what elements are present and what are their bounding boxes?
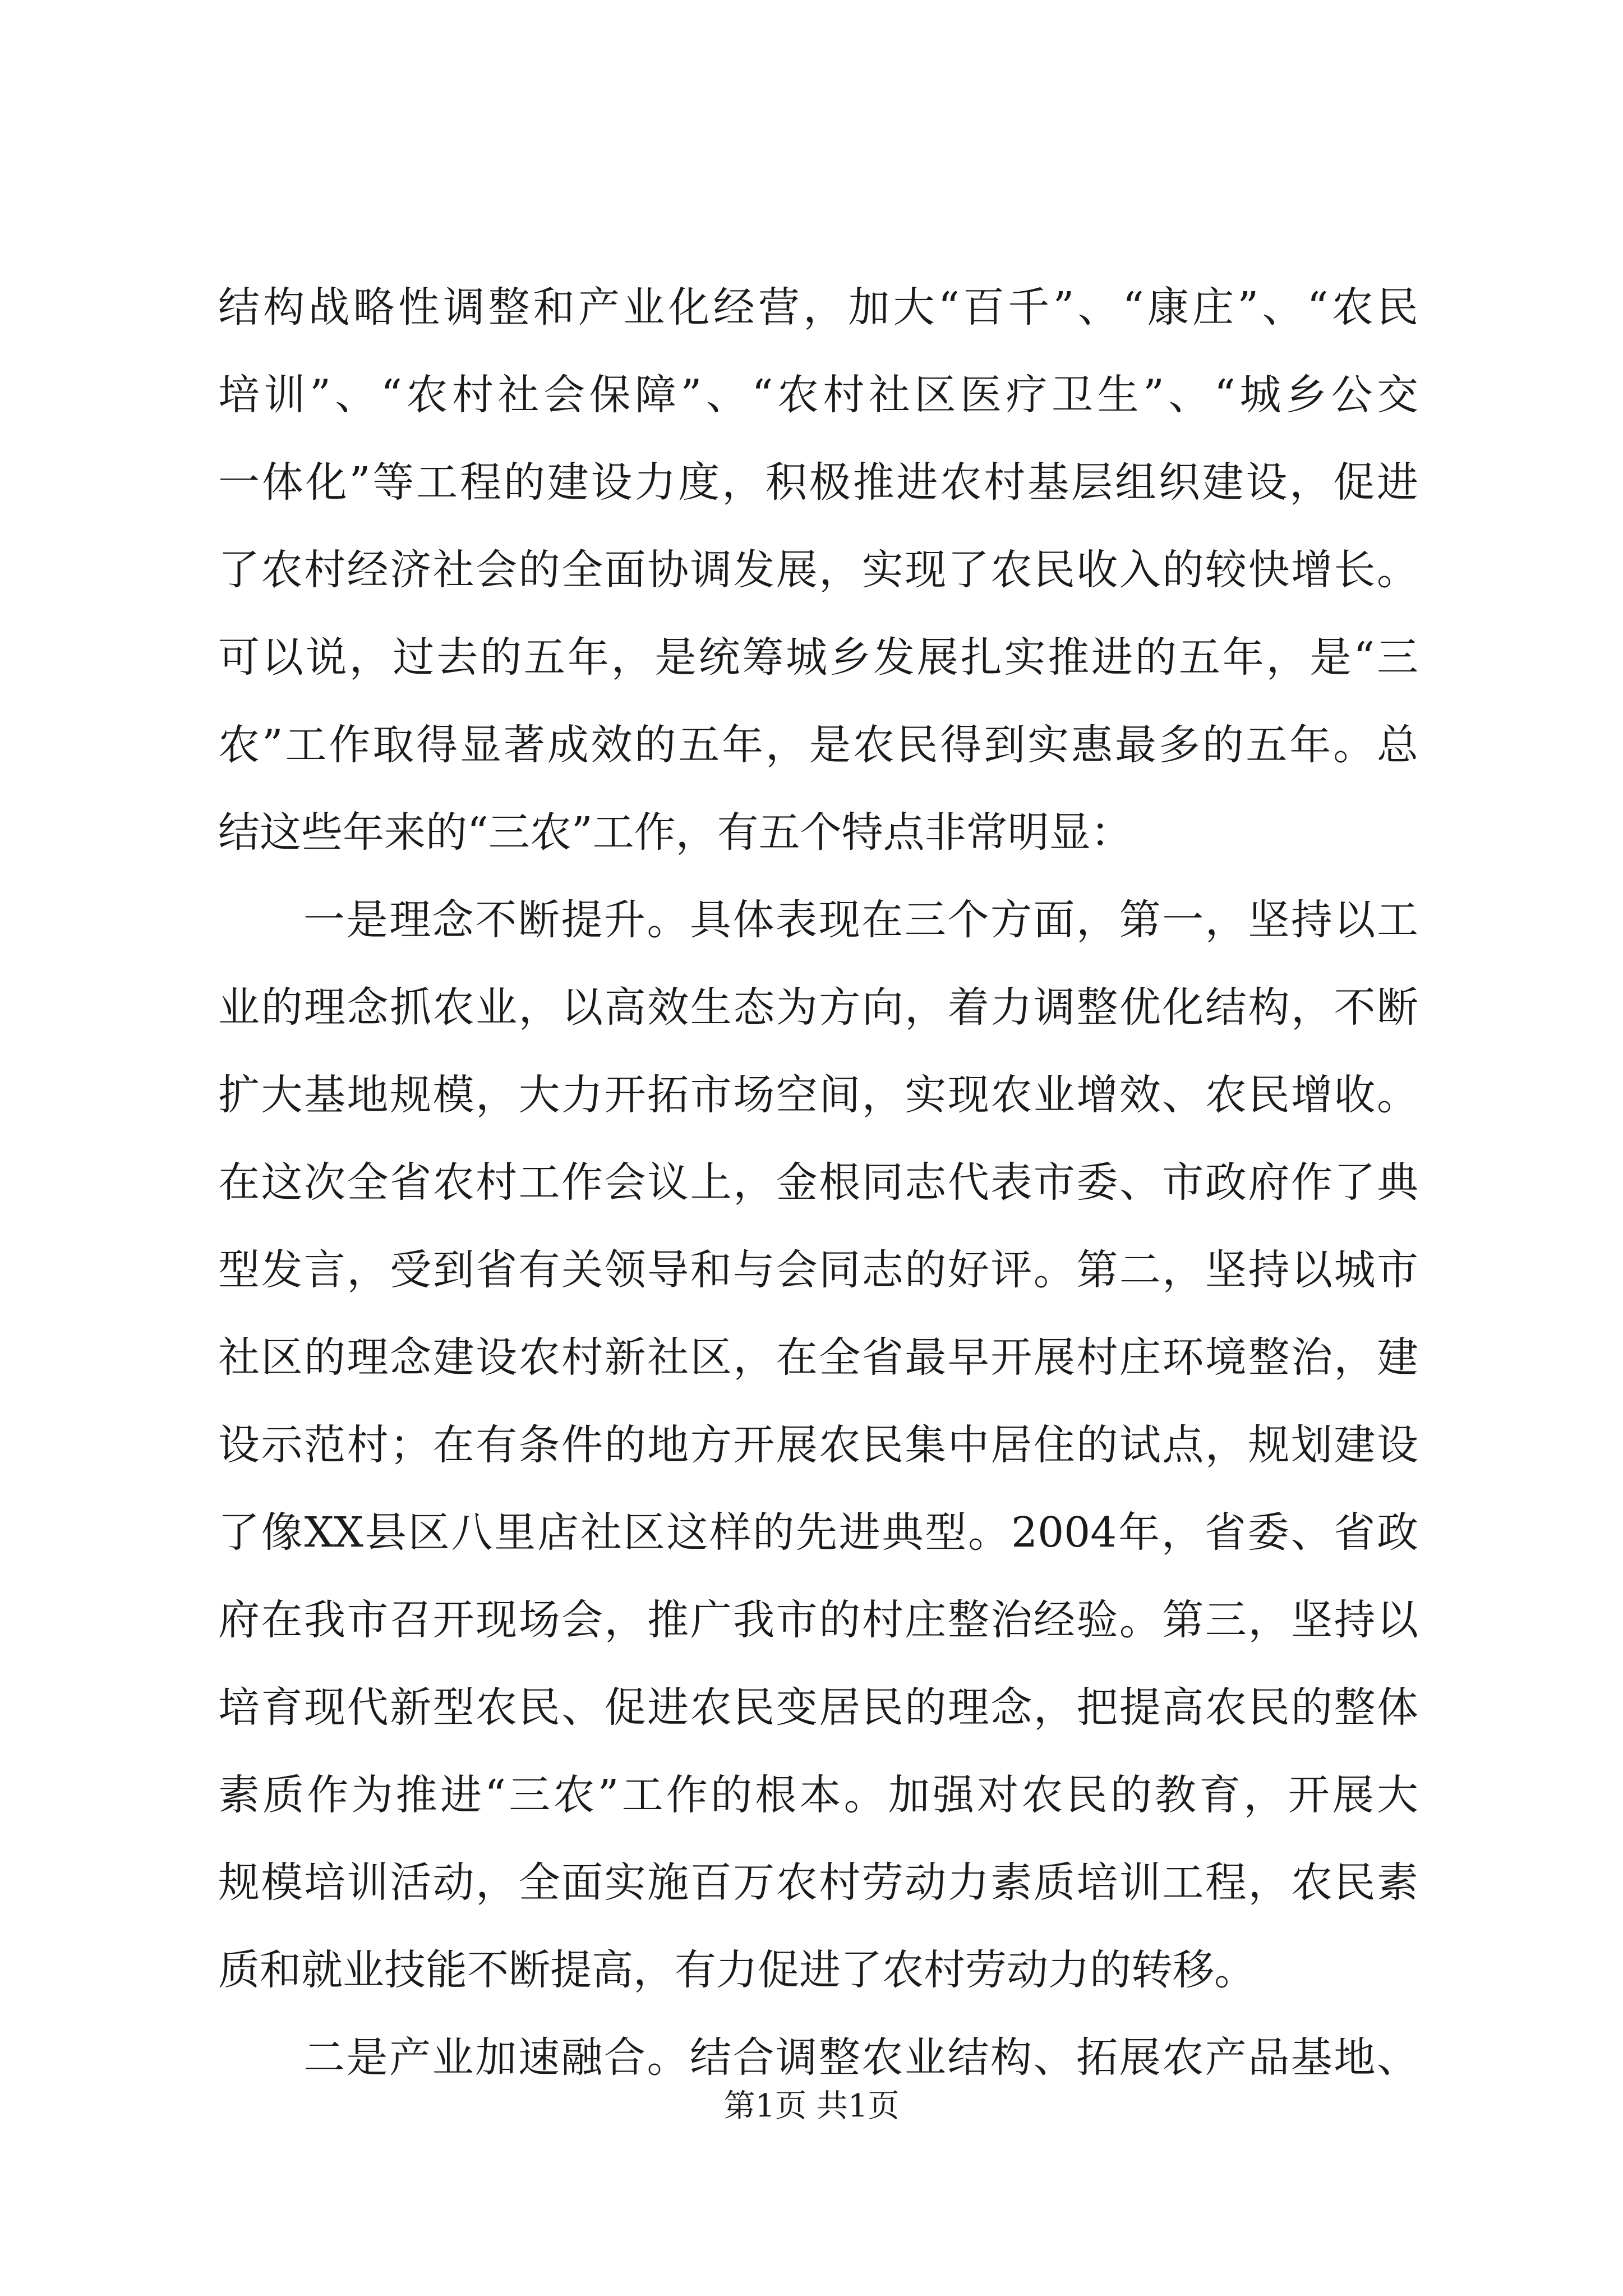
text-line: 型发言，受到省有关领导和与会同志的好评。第二，坚持以城市 — [218, 1246, 1418, 1294]
text-line: 社区的理念建设农村新社区，在全省最早开展村庄环境整治，建 — [218, 1333, 1418, 1382]
page-footer — [0, 2084, 1623, 2129]
text-line: 在这次全省农村工作会议上，金根同志代表市委、市政府作了典 — [218, 1158, 1418, 1207]
text-line: 农”工作取得显著成效的五年，是农民得到实惠最多的五年。总 — [218, 721, 1418, 769]
text-line: 扩大基地规模，大力开拓市场空间，实现农业增效、农民增收。 — [218, 1071, 1418, 1119]
text-line: 设示范村；在有条件的地方开展农民集中居住的试点，规划建设 — [218, 1421, 1418, 1469]
text-line: 质和就业技能不断提高，有力促进了农村劳动力的转移。 — [218, 1946, 1256, 1994]
text-line: 可以说，过去的五年，是统筹城乡发展扎实推进的五年，是“三 — [218, 633, 1418, 682]
text-line: 了像XX县区八里店社区这样的先进典型。2004年，省委、省政 — [218, 1508, 1418, 1557]
text-line: 培育现代新型农民、促进农民变居民的理念，把提高农民的整体 — [218, 1683, 1418, 1732]
page-number-label: 第1页 共1页 — [723, 2088, 900, 2124]
paragraph-start-line: 二是产业加速融合。结合调整农业结构、拓展农产品基地、 — [303, 2033, 1418, 2082]
text-line: 结这些年来的“三农”工作，有五个特点非常明显： — [218, 808, 1132, 857]
text-line: 规模培训活动，全面实施百万农村劳动力素质培训工程，农民素 — [218, 1858, 1418, 1907]
text-line: 结构战略性调整和产业化经营，加大“百千”、“康庄”、“农民 — [218, 283, 1418, 332]
text-line: 府在我市召开现场会，推广我市的村庄整治经验。第三，坚持以 — [218, 1596, 1418, 1644]
text-line: 业的理念抓农业，以高效生态为方向，着力调整优化结构，不断 — [218, 983, 1418, 1032]
paragraph-start-line: 一是理念不断提升。具体表现在三个方面，第一，坚持以工 — [303, 896, 1418, 944]
text-line: 素质作为推进“三农”工作的根本。加强对农民的教育，开展大 — [218, 1771, 1418, 1819]
text-line: 培训”、“农村社会保障”、“农村社区医疗卫生”、“城乡公交 — [218, 371, 1418, 419]
text-line: 了农村经济社会的全面协调发展，实现了农民收入的较快增长。 — [218, 546, 1418, 594]
document-body — [218, 264, 1418, 2101]
text-line: 一体化”等工程的建设力度，积极推进农村基层组织建设，促进 — [218, 458, 1418, 507]
